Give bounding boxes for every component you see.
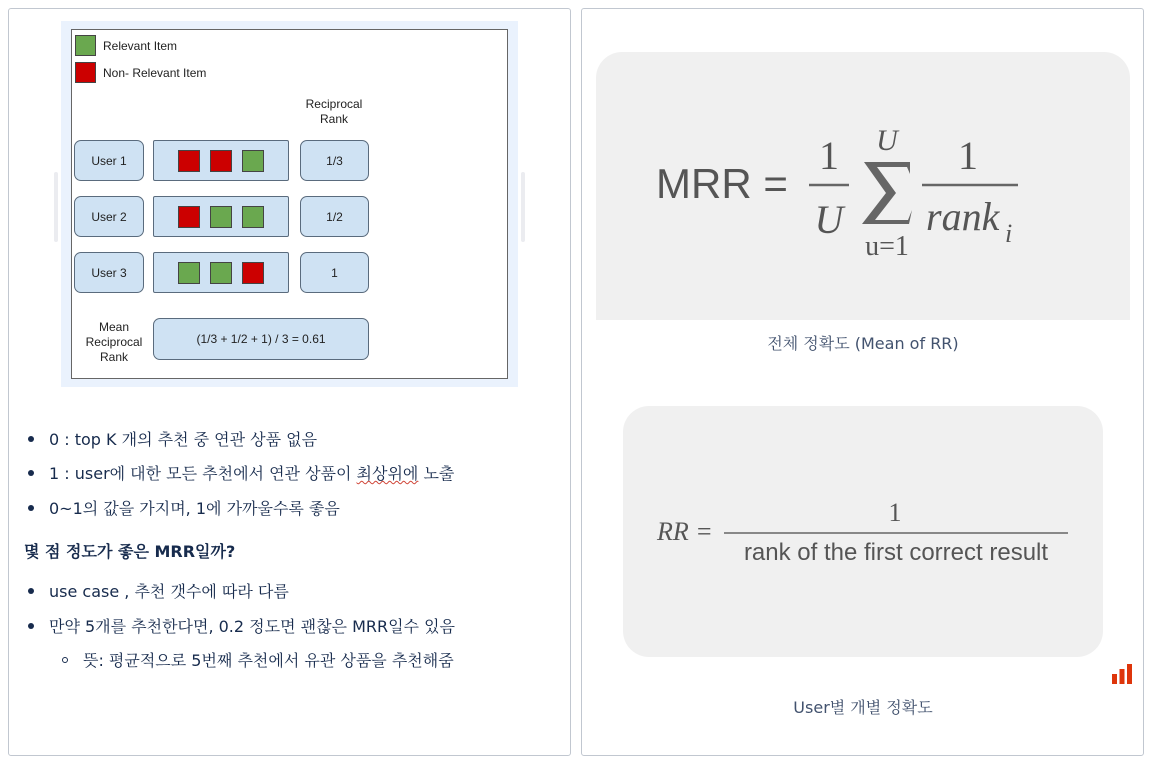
- mean-label-line2: Reciprocal: [85, 335, 143, 349]
- user-1-box: [74, 140, 144, 181]
- item-nonrelevant: [178, 150, 200, 172]
- mrr-lhs: MRR =: [656, 160, 788, 207]
- mean-rr-box: [153, 318, 369, 360]
- left-panel: [8, 8, 571, 756]
- right-panel: [581, 8, 1144, 756]
- user-1-rr: [300, 140, 369, 181]
- user-1-rr-value: 1/3: [326, 153, 343, 168]
- item-relevant: [242, 206, 264, 228]
- mrr-formula-image: [596, 52, 1130, 320]
- list-item: 0~1의 값을 가지며, 1에 가까울수록 좋음: [49, 496, 340, 519]
- frac1-numerator: 1: [819, 133, 839, 178]
- user-2-box: [74, 196, 144, 237]
- mean-label-line3: Rank: [99, 350, 128, 364]
- user-3-items: [153, 252, 289, 293]
- legend-label-nonrelevant: Non- Relevant Item: [103, 65, 207, 80]
- rr-lhs: RR =: [657, 517, 713, 546]
- item-nonrelevant: [210, 150, 232, 172]
- rr-denominator: rank of the first correct result: [743, 539, 1049, 566]
- item-nonrelevant: [242, 262, 264, 284]
- item-relevant: [242, 150, 264, 172]
- legend-label-relevant: Relevant Item: [103, 38, 178, 53]
- user-2-items: [153, 196, 289, 237]
- legend-relevant: [75, 35, 177, 56]
- user-3-rr: [300, 252, 369, 293]
- diagram-canvas: [71, 29, 508, 379]
- rr-caption: User별 개별 정확도: [793, 698, 933, 717]
- mrr-caption: 전체 정확도 (Mean of RR): [767, 334, 959, 353]
- rr-column-header: [294, 97, 374, 127]
- sub-list-item: 뜻: 평균적으로 5번째 추천에서 유관 상품을 추천해줌: [83, 648, 454, 671]
- list-item-text: 노출: [418, 464, 455, 483]
- user-2-rr: [300, 196, 369, 237]
- sum-lower: u=1: [865, 231, 909, 262]
- list-item: 0 : top K 개의 추천 중 연관 상품 없음: [49, 427, 317, 450]
- frac2-subscript: i: [1005, 219, 1013, 248]
- rr-header-line2: Rank: [319, 112, 348, 126]
- mean-rr-value: (1/3 + 1/2 + 1) / 3 = 0.61: [196, 332, 326, 346]
- legend-nonrelevant: [75, 62, 206, 83]
- nonrelevant-swatch: [75, 62, 96, 83]
- user-3-box: [74, 252, 144, 293]
- sum-upper: U: [876, 124, 898, 157]
- frac2-numerator: 1: [958, 133, 978, 178]
- frac2-denominator: rank: [926, 194, 1000, 239]
- sigma-icon: [862, 162, 912, 224]
- user-3-rr-value: 1: [331, 265, 338, 280]
- question-heading: 몇 점 정도가 좋은 MRR일까?: [24, 542, 236, 561]
- resize-handle-left[interactable]: [54, 172, 58, 242]
- frac1-denominator: U: [814, 197, 844, 242]
- bar-chart-icon[interactable]: [1111, 664, 1133, 684]
- rr-header-line1: Reciprocal: [305, 97, 363, 111]
- item-relevant: [178, 262, 200, 284]
- mean-label-line1: Mean: [98, 320, 130, 334]
- user-2-label: User 2: [91, 209, 127, 224]
- rr-numerator: 1: [888, 498, 902, 527]
- user-3-label: User 3: [91, 265, 127, 280]
- item-relevant: [210, 262, 232, 284]
- relevant-swatch: [75, 35, 96, 56]
- user-1-label: User 1: [91, 153, 127, 168]
- user-2-rr-value: 1/2: [326, 209, 343, 224]
- item-relevant: [210, 206, 232, 228]
- list-item: [49, 461, 454, 484]
- mrr-formula: [596, 52, 1130, 320]
- item-nonrelevant: [178, 206, 200, 228]
- list-item-text: 1 : user에 대한 모든 추천에서 연관 상품이: [49, 464, 357, 483]
- rr-formula-image: [623, 406, 1103, 657]
- resize-handle-right[interactable]: [521, 172, 525, 242]
- user-1-items: [153, 140, 289, 181]
- list-item: 만약 5개를 추천한다면, 0.2 정도면 괜찮은 MRR일수 있음: [49, 614, 455, 637]
- mean-rr-label: [74, 320, 154, 365]
- spellcheck-word[interactable]: 최상위에: [356, 464, 419, 483]
- rr-formula: [623, 406, 1103, 657]
- mrr-diagram-image: [61, 21, 518, 387]
- list-item: use case , 추천 갯수에 따라 다름: [49, 579, 289, 602]
